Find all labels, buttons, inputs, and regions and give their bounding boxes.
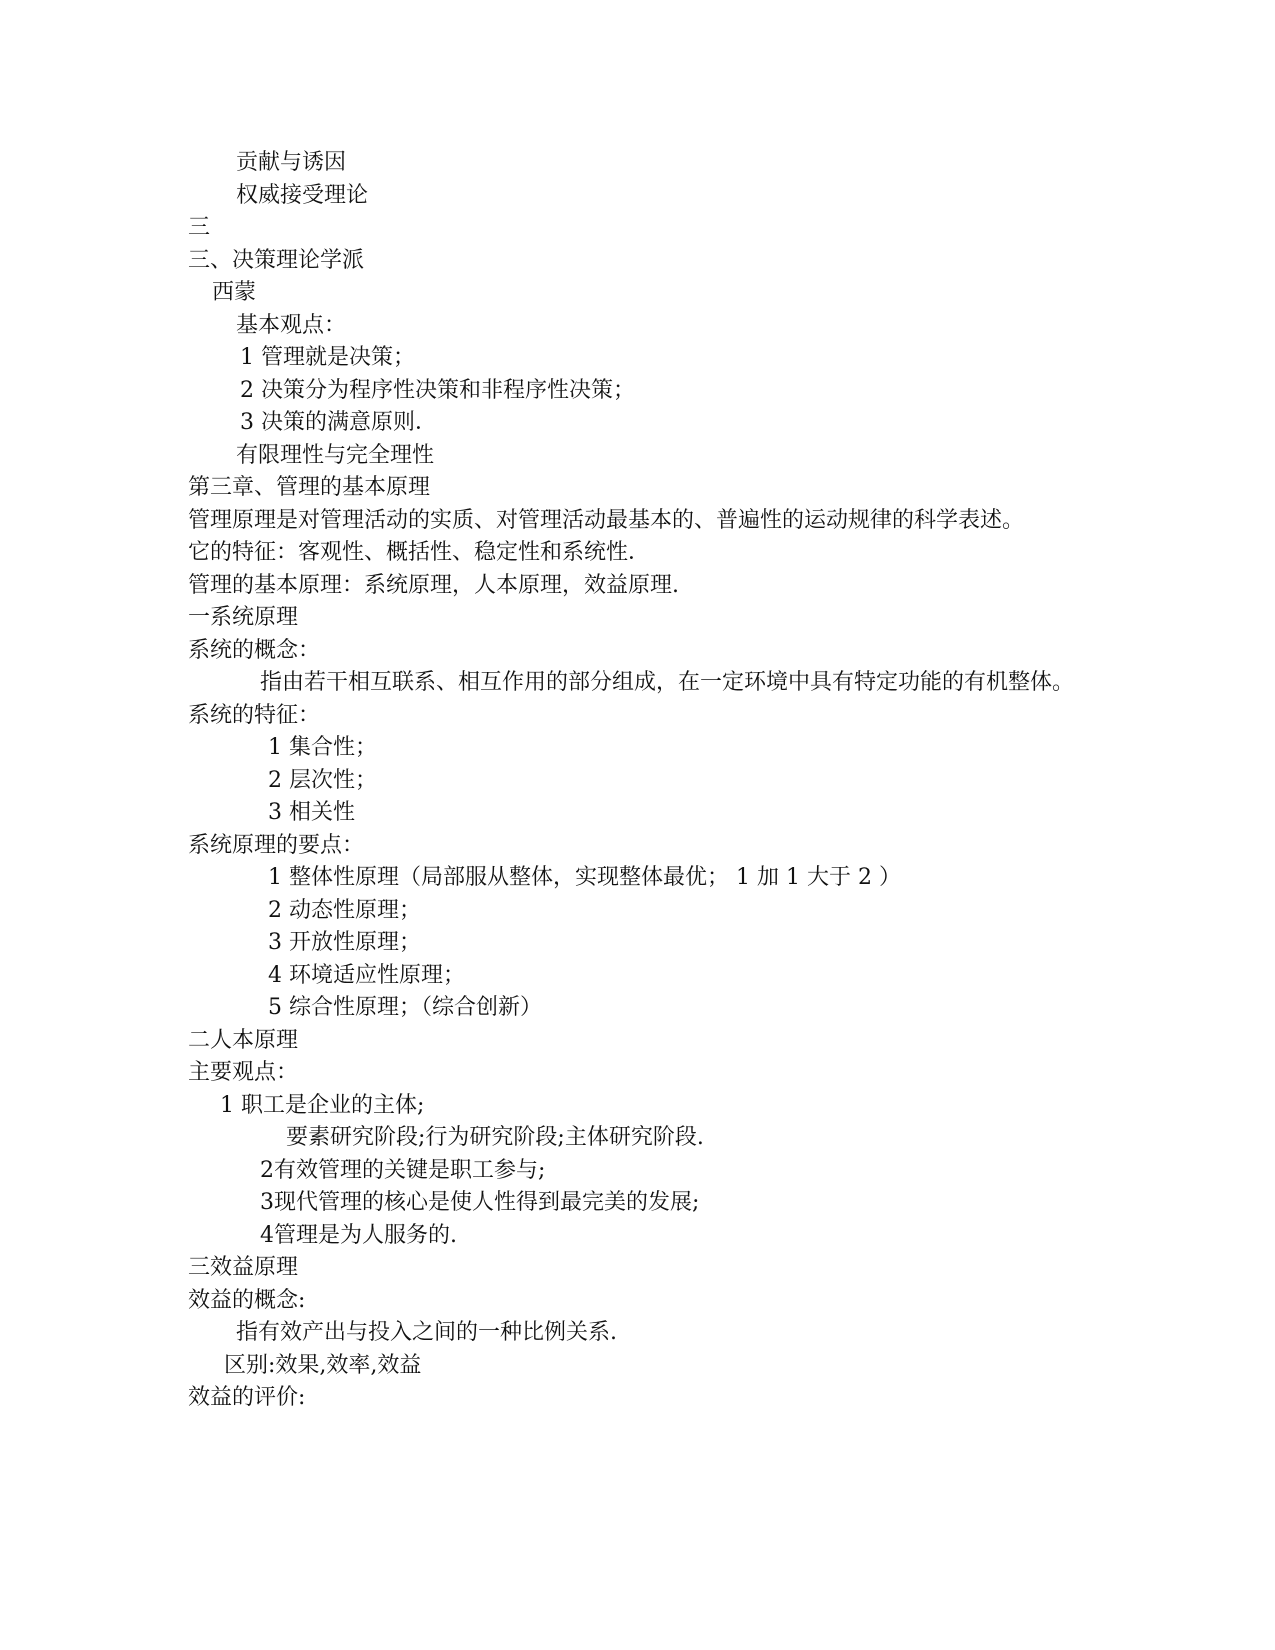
text-line: 管理的基本原理：系统原理，人本原理，效益原理.	[188, 572, 679, 598]
list-item: 4 环境适应性原理；	[268, 962, 465, 988]
text-line: 它的特征：客观性、概括性、稳定性和系统性．	[188, 540, 651, 565]
paragraph-text: 指由若干相互联系、相互作用的部分组成，在一定环境中具有特定功能的有机整体。	[260, 670, 1075, 695]
subheading: 主要观点：	[188, 1060, 299, 1085]
text-line: 指有效产出与投入之间的一种比例关系.	[236, 1320, 617, 1345]
list-item: 3 相关性	[268, 800, 355, 825]
list-item: 2 决策分为程序性决策和非程序性决策；	[240, 377, 635, 403]
list-item: 2 层次性；	[268, 767, 377, 793]
subheading: 系统的概念：	[188, 637, 321, 663]
list-item: 2 动态性原理；	[268, 897, 421, 923]
text-line: 有限理性与完全理性	[236, 442, 435, 468]
paragraph: 管理原理是对管理活动的实质、对管理活动最基本的、普遍性的运动规律的科学表述。	[188, 507, 1025, 533]
text-line: 要素研究阶段;行为研究阶段;主体研究阶段.	[286, 1125, 704, 1150]
list-item: 3 开放性原理；	[268, 930, 421, 955]
subheading: 基本观点：	[236, 312, 347, 338]
text-line: 权威接受理论	[236, 182, 369, 208]
list-item: 1 集合性；	[268, 735, 377, 760]
list-item: 1 职工是企业的主体;	[220, 1092, 425, 1118]
subheading: 效益的评价:	[188, 1385, 306, 1410]
text-line: 西蒙	[212, 280, 257, 305]
list-item: 3 决策的满意原则．	[240, 410, 437, 435]
list-item: 4管理是为人服务的.	[260, 1222, 457, 1248]
subheading: 效益的概念:	[188, 1287, 306, 1313]
list-item: 3现代管理的核心是使人性得到最完美的发展;	[260, 1190, 700, 1215]
section-heading: 二人本原理	[188, 1027, 299, 1053]
chapter-heading: 第三章、管理的基本原理	[188, 475, 431, 500]
document-body	[188, 147, 1088, 1415]
section-heading: 三、决策理论学派	[188, 247, 365, 273]
text-line: 贡献与诱因	[236, 150, 347, 175]
list-item: 1 整体性原理（局部服从整体，实现整体最优； 1 加 1 大于 2 ）	[268, 865, 901, 890]
section-heading: 一系统原理	[188, 605, 299, 630]
subheading: 系统原理的要点：	[188, 832, 365, 858]
list-item: 1 管理就是决策；	[240, 345, 415, 370]
list-item: 2有效管理的关键是职工参与;	[260, 1157, 546, 1183]
section-marker: 三	[188, 215, 211, 240]
text-line: 区别:效果,效率,效益	[224, 1352, 422, 1378]
section-heading: 三效益原理	[188, 1255, 299, 1280]
list-item: 5 综合性原理；（综合创新）	[268, 995, 542, 1020]
paragraph	[188, 667, 1088, 700]
subheading: 系统的特征：	[188, 702, 321, 728]
